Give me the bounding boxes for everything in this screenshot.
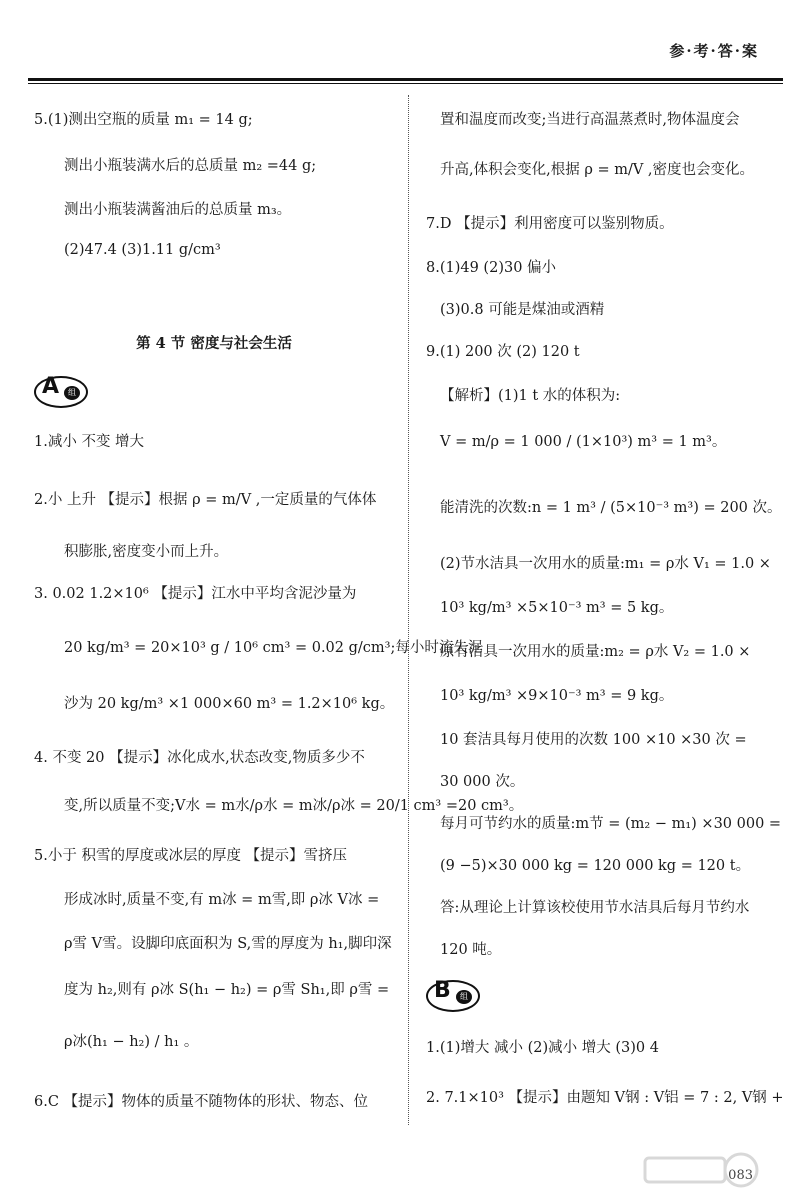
text-line: ρ冰(h₁ − h₂) / h₁ 。 xyxy=(64,1034,199,1050)
text-line: 1.(1)增大 减小 (2)减小 增大 (3)0 4 xyxy=(426,1040,659,1056)
column-divider xyxy=(408,95,409,1125)
text-line: 测出小瓶装满水后的总质量 m₂ =44 g; xyxy=(64,158,317,174)
text-line: 变,所以质量不变;V水 = m水/ρ水 = m冰/ρ冰 = 20/1 cm³ =20 cm³。 xyxy=(64,798,524,814)
header-title: 参·考·答·案 xyxy=(669,42,759,60)
page-number: 083 xyxy=(728,1168,753,1183)
text-line: 形成冰时,质量不变,有 m冰 = m雪,即 ρ冰 V冰 = xyxy=(64,892,380,908)
text-line: 置和温度而改变;当进行高温蒸煮时,物体温度会 xyxy=(440,112,740,128)
text-line: 5.小于 积雪的厚度或冰层的厚度 【提示】雪挤压 xyxy=(34,848,348,864)
group-a-badge-icon: A 组 xyxy=(34,376,86,406)
text-line: 20 kg/m³ = 20×10³ g / 10⁶ cm³ = 0.02 g/cm³;每小时流失泥 xyxy=(64,640,483,656)
text-line: 5.(1)测出空瓶的质量 m₁ = 14 g; xyxy=(34,112,253,128)
text-line: ρ雪 V雪。设脚印底面积为 S,雪的厚度为 h₁,脚印深 xyxy=(64,936,392,952)
text-line: 6.C 【提示】物体的质量不随物体的形状、物态、位 xyxy=(34,1094,369,1110)
text-line: V = m/ρ = 1 000 / (1×10³) m³ = 1 m³。 xyxy=(440,434,727,450)
text-line: 度为 h₂,则有 ρ冰 S(h₁ − h₂) = ρ雪 Sh₁,即 ρ雪 = xyxy=(64,982,390,998)
group-b-badge-icon: B 组 xyxy=(426,980,478,1010)
text-line: 能清洗的次数:n = 1 m³ / (5×10⁻³ m³) = 200 次。 xyxy=(440,500,782,516)
text-line: 2. 7.1×10³ 【提示】由题知 V钢 : V铝 = 7 : 2, V钢 + xyxy=(426,1090,784,1106)
text-line: 1.减小 不变 增大 xyxy=(34,434,145,450)
text-line: 120 吨。 xyxy=(440,942,502,958)
text-line: (2)节水洁具一次用水的质量:m₁ = ρ水 V₁ = 1.0 × xyxy=(440,556,771,572)
text-line: 7.D 【提示】利用密度可以鉴别物质。 xyxy=(426,216,674,232)
text-line: 测出小瓶装满酱油后的总质量 m₃。 xyxy=(64,202,292,218)
text-line: 10 套洁具每月使用的次数 100 ×10 ×30 次 = xyxy=(440,732,747,748)
text-line: 30 000 次。 xyxy=(440,774,525,790)
text-line: 积膨胀,密度变小而上升。 xyxy=(64,544,229,560)
text-line: 10³ kg/m³ ×5×10⁻³ m³ = 5 kg。 xyxy=(440,600,674,616)
header-rule-thin xyxy=(28,83,783,84)
text-line: 原有洁具一次用水的质量:m₂ = ρ水 V₂ = 1.0 × xyxy=(440,644,751,660)
text-line: 升高,体积会变化,根据 ρ = m/V ,密度也会变化。 xyxy=(440,162,755,178)
text-line: 4. 不变 20 【提示】冰化成水,状态改变,物质多少不 xyxy=(34,750,365,766)
text-line: 沙为 20 kg/m³ ×1 000×60 m³ = 1.2×10⁶ kg。 xyxy=(64,696,395,712)
text-line: (2)47.4 (3)1.11 g/cm³ xyxy=(64,242,221,258)
text-line: 答:从理论上计算该校使用节水洁具后每月节约水 xyxy=(440,900,750,916)
text-line: 3. 0.02 1.2×10⁶ 【提示】江水中平均含泥沙量为 xyxy=(34,586,357,602)
text-line: 每月可节约水的质量:m节 = (m₂ − m₁) ×30 000 = xyxy=(440,816,782,832)
text-line: 【解析】(1)1 t 水的体积为: xyxy=(440,388,621,404)
section-title: 第 4 节 密度与社会生活 xyxy=(136,335,292,352)
text-line: (3)0.8 可能是煤油或酒精 xyxy=(440,302,605,318)
text-line: 9.(1) 200 次 (2) 120 t xyxy=(426,344,580,360)
text-line: 10³ kg/m³ ×9×10⁻³ m³ = 9 kg。 xyxy=(440,688,674,704)
text-line: 2.小 上升 【提示】根据 ρ = m/V ,一定质量的气体体 xyxy=(34,492,377,508)
text-line: 8.(1)49 (2)30 偏小 xyxy=(426,260,557,276)
text-line: (9 −5)×30 000 kg = 120 000 kg = 120 t。 xyxy=(440,858,751,874)
header-rule xyxy=(28,78,783,81)
